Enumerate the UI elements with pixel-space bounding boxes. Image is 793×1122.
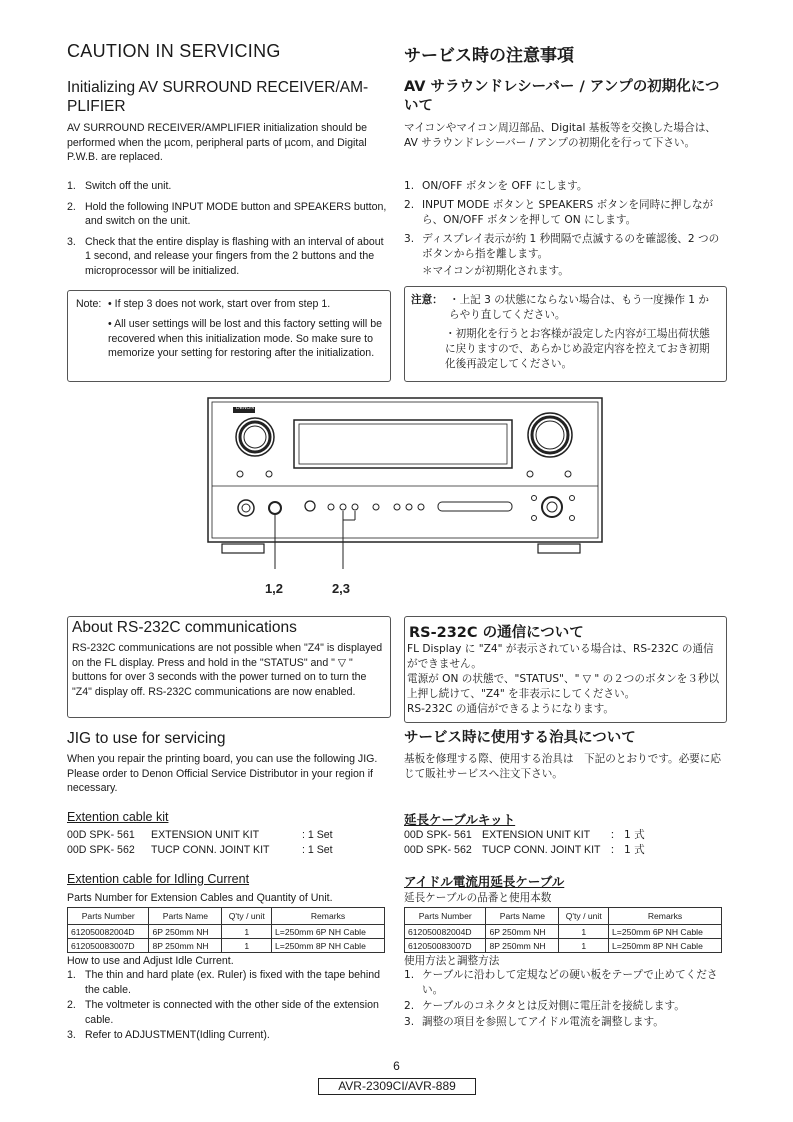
rs232c-title-jp: RS-232C の通信について [409,625,584,641]
page-title: CAUTION IN SERVICING [67,41,281,61]
rs232c-body-jp: FL Display に "Z4" が表示されている場合は、RS-232C の通信ができません。 電源が ON の状態で、"STATUS"、" ▽ " の２つのボタンを３秒以上押し続けて、"Z4" を非表示にしてください。 RS-232C の通信ができるようになります。 [407,643,720,715]
howto-steps [67,968,389,1044]
rs232c-box [67,616,391,718]
rs232c-box-jp [404,616,727,723]
callout-label-2-3: 2,3 [331,581,351,596]
init-step: 3. Check that the entire display is flashing with an interval of about 1 second, and release your fingers from the 2 buttons and the microprocessor will be initialized. [67,235,384,277]
idle-cable-table-jp [404,907,722,953]
idle-cable-table [67,907,385,953]
kit-row: 00D SPK- 561 EXTENSION UNIT KIT : 1 Set [67,829,333,841]
brand-text: DENON [235,405,255,411]
jig-body-jp: 基板を修理する際、使用する治具は 下記のとおりです。必要に応じて販社サービスへ注文下さい。 [404,753,721,780]
model-footer: AVR-2309CI/AVR-889 [318,1078,476,1095]
note-label: Note: [76,298,102,310]
table-header-row: Parts Number Parts Name Q'ty / unit Remarks [68,908,385,925]
init-step-jp: 1. ON/OFF ボタンを OFF にします。 [404,180,588,192]
jig-title-jp: サービス時に使用する治具について [404,730,636,746]
note-item-jp: ・初期化を行うとお客様が設定した内容が工場出荷状態に戻りますので、あらかじめ設定内容を控えておき初期化後再設定してください。 [445,328,710,370]
init-steps-jp [404,179,726,266]
table-row: 612050082004D 6P 250mm NH 1 L=250mm 6P NH Cable [68,925,385,939]
howto-steps-jp [404,968,726,1031]
kit-title: Extention cable kit [67,810,169,824]
jig-title: JIG to use for servicing [67,730,226,747]
kit-row-jp: 00D SPK- 561 EXTENSION UNIT KIT ： 1 式 [404,829,645,841]
howto-title-jp: 使用方法と調整方法 [404,955,500,967]
init-step: 2. Hold the following INPUT MODE button and SPEAKERS button, and switch on the unit. [67,200,387,227]
note-box-jp [404,286,727,382]
init-step-jp: 2. INPUT MODE ボタンと SPEAKERS ボタンを同時に押しながら、ON/OFF ボタンを押して ON にします。 [404,199,714,226]
idle-title-jp: アイドル電流用延長ケーブル [404,874,565,889]
init-heading: Initializing AV SURROUND RECEIVER/AM-PLIFIER [67,79,369,115]
table-row: 612050083007D 8P 250mm NH 1 L=250mm 8P NH Cable [68,939,385,953]
howto-title: How to use and Adjust Idle Current. [67,955,234,967]
page-number: 6 [393,1059,400,1073]
howto-step-jp: 3. 調整の項目を参照してアイドル電流を調整します。 [404,1016,664,1028]
init-steps [67,179,389,284]
receiver-front-panel-figure [200,394,610,604]
idle-subtitle: Parts Number for Extension Cables and Quantity of Unit. [67,892,333,904]
note-label-jp: 注意： [411,294,443,306]
page-title-jp: サービス時の注意事項 [404,46,574,66]
idle-subtitle-jp: 延長ケーブルの品番と使用本数 [404,892,552,904]
init-intro: AV SURROUND RECEIVER/AMPLIFIER initialization should be performed when the µcom, peripheral parts of µcom, and Digital P.W.B. are replaced. [67,122,368,163]
callout-label-1-2: 1,2 [264,581,284,596]
headphone-jack [269,502,281,514]
howto-step: 3. Refer to ADJUSTMENT(Idling Current). [67,1029,270,1041]
note-box [67,290,391,382]
init-step: 1. Switch off the unit. [67,180,172,192]
note-item: • If step 3 does not work, start over from step 1. [108,298,331,310]
howto-step: 2. The voltmeter is connected with the other side of the extension cable. [67,999,379,1026]
init-step-note-jp: ＊マイコンが初期化されます。 [422,265,569,277]
table-header-row: Parts Number Parts Name Q'ty / unit Remarks [405,908,722,925]
howto-step-jp: 2. ケーブルのコネクタとは反対側に電圧計を接続します。 [404,1000,685,1012]
table-row: 612050083007D 8P 250mm NH 1 L=250mm 8P NH Cable [405,939,722,953]
rs232c-title: About RS-232C communications [72,619,297,636]
howto-step: 1. The thin and hard plate (ex. Ruler) is fixed with the tape behind the cable. [67,969,381,996]
power-button [238,500,254,516]
note-item: • All user settings will be lost and this factory setting will be recovered when this initialization mode. So make sure to memorize your setting for restoring after the initialization. [108,318,382,359]
howto-step-jp: 1. ケーブルに沿わして定規などの硬い板をテープで止めてください。 [404,969,718,996]
jig-body: When you repair the printing board, you can use the following JIG. Please order to Denon Official Service Distributor in your region if necessary. [67,753,378,794]
table-row: 612050082004D 6P 250mm NH 1 L=250mm 6P NH Cable [405,925,722,939]
note-item-jp: ・上記 3 の状態にならない場合は、もう一度操作 1 からやり直してください。 [449,294,710,321]
init-heading-jp: AV サラウンドレシーバー / アンプの初期化について [404,79,720,114]
kit-title-jp: 延長ケーブルキット [404,812,516,827]
kit-row-jp: 00D SPK- 562 TUCP CONN. JOINT KIT ： 1 式 [404,844,645,856]
kit-row: 00D SPK- 562 TUCP CONN. JOINT KIT : 1 Set [67,844,333,856]
idle-title: Extention cable for Idling Current [67,872,250,886]
kit-list [67,828,367,858]
init-intro-jp: マイコンやマイコン周辺部品、Digital 基板等を交換した場合は、AV サラウンドレシーバー / アンプの初期化を行って下さい。 [404,122,716,149]
rs232c-body: RS-232C communications are not possible when "Z4" is displayed on the FL display. Press and hold in the "STATUS" and " ▽ " buttons for over 3 seconds with the power turned on to turn the "Z4" display off. RS-232C communications are now enabled. [72,642,383,698]
fl-display [294,420,512,468]
kit-list-jp [404,828,704,858]
init-step-jp: 3. ディスプレイ表示が約 1 秒間隔で点滅するのを確認後、2 つのボタンから指を離します。 [404,233,720,260]
